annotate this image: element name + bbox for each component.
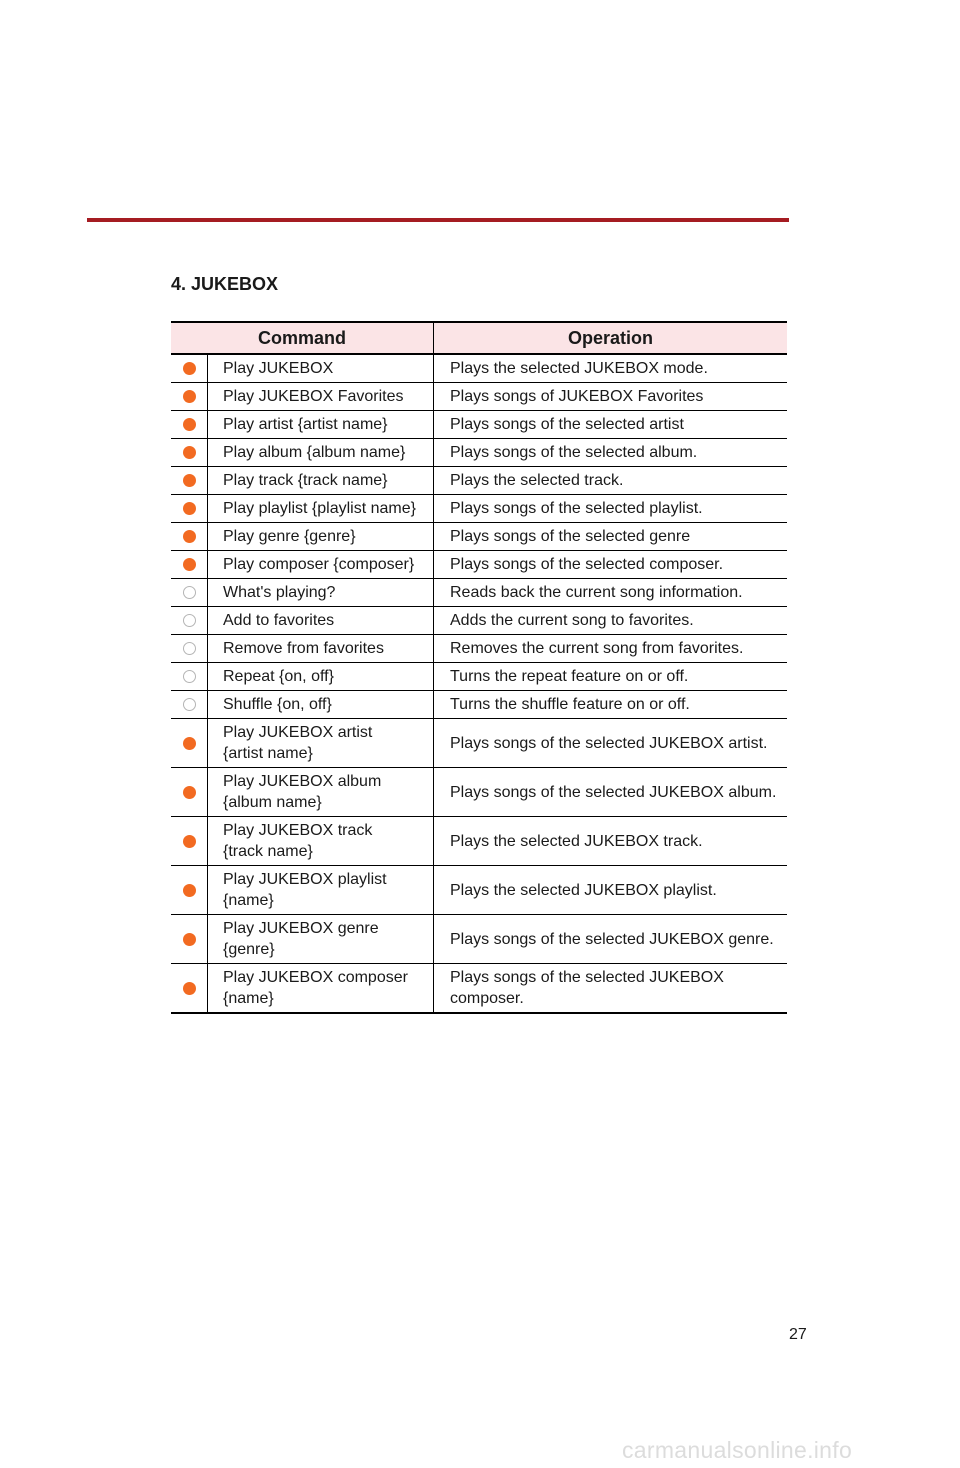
table-row: [171, 551, 787, 579]
indicator-cell: [171, 964, 208, 1014]
command-cell: Play JUKEBOX: [208, 354, 434, 383]
operation-cell: Plays songs of the selected album.: [434, 439, 788, 467]
table-row: [171, 439, 787, 467]
command-cell: What's playing?: [208, 579, 434, 607]
operation-cell: Reads back the current song information.: [434, 579, 788, 607]
table-row: [171, 354, 787, 383]
command-line: Play JUKEBOX track: [223, 822, 373, 839]
operation-cell: Removes the current song from favorites.: [434, 635, 788, 663]
operation-cell: Plays songs of JUKEBOX Favorites: [434, 383, 788, 411]
table-row: [171, 964, 787, 1014]
operation-cell: [434, 964, 788, 1014]
indicator-cell: [171, 439, 208, 467]
table-row: [171, 817, 787, 866]
filled-dot-icon: [183, 362, 196, 375]
indicator-cell: [171, 523, 208, 551]
indicator-cell: [171, 354, 208, 383]
command-cell: [208, 964, 434, 1014]
command-line: {artist name}: [223, 745, 313, 762]
filled-dot-icon: [183, 502, 196, 515]
indicator-cell: [171, 579, 208, 607]
filled-dot-icon: [183, 390, 196, 403]
command-cell: Play artist {artist name}: [208, 411, 434, 439]
filled-dot-icon: [183, 786, 196, 799]
command-cell: [208, 768, 434, 817]
command-cell: Repeat {on, off}: [208, 663, 434, 691]
table-row: [171, 691, 787, 719]
indicator-cell: [171, 495, 208, 523]
filled-dot-icon: [183, 982, 196, 995]
indicator-cell: [171, 635, 208, 663]
operation-cell: Plays the selected JUKEBOX mode.: [434, 354, 788, 383]
indicator-cell: [171, 866, 208, 915]
indicator-cell: [171, 467, 208, 495]
command-line: Play JUKEBOX artist: [223, 724, 373, 741]
filled-dot-icon: [183, 474, 196, 487]
table-row: [171, 383, 787, 411]
indicator-cell: [171, 551, 208, 579]
table-row: [171, 579, 787, 607]
hollow-dot-icon: [183, 586, 196, 599]
indicator-cell: [171, 768, 208, 817]
command-cell: Play genre {genre}: [208, 523, 434, 551]
command-line: {album name}: [223, 794, 322, 811]
indicator-cell: [171, 691, 208, 719]
indicator-cell: [171, 719, 208, 768]
command-cell: Shuffle {on, off}: [208, 691, 434, 719]
hollow-dot-icon: [183, 642, 196, 655]
operation-line: Plays songs of the selected JUKEBOX: [450, 969, 724, 986]
command-cell: Play playlist {playlist name}: [208, 495, 434, 523]
hollow-dot-icon: [183, 698, 196, 711]
command-line: Play JUKEBOX composer: [223, 969, 408, 986]
operation-cell: Plays songs of the selected composer.: [434, 551, 788, 579]
operation-cell: Turns the shuffle feature on or off.: [434, 691, 788, 719]
watermark: carmanualsonline.info: [622, 1437, 853, 1463]
header-rule: [87, 218, 789, 222]
table-row: [171, 607, 787, 635]
command-line: {name}: [223, 892, 274, 909]
command-line: Play JUKEBOX playlist: [223, 871, 387, 888]
command-cell: [208, 817, 434, 866]
table-row: [171, 663, 787, 691]
filled-dot-icon: [183, 530, 196, 543]
command-line: {genre}: [223, 941, 275, 958]
operation-cell: Adds the current song to favorites.: [434, 607, 788, 635]
table-row: [171, 768, 787, 817]
operation-cell: Plays the selected JUKEBOX playlist.: [434, 866, 788, 915]
operation-line: composer.: [450, 990, 524, 1007]
command-cell: Add to favorites: [208, 607, 434, 635]
operation-cell: Plays songs of the selected genre: [434, 523, 788, 551]
operation-cell: Plays the selected JUKEBOX track.: [434, 817, 788, 866]
hollow-dot-icon: [183, 614, 196, 627]
command-column-header: Command: [171, 322, 434, 354]
page-number: 27: [789, 1326, 807, 1343]
indicator-cell: [171, 607, 208, 635]
command-cell: Play album {album name}: [208, 439, 434, 467]
command-cell: [208, 866, 434, 915]
filled-dot-icon: [183, 558, 196, 571]
table-row: [171, 411, 787, 439]
operation-cell: Plays songs of the selected artist: [434, 411, 788, 439]
command-line: {name}: [223, 990, 274, 1007]
operation-cell: Plays songs of the selected JUKEBOX album.: [434, 768, 788, 817]
command-table: [171, 321, 787, 1014]
filled-dot-icon: [183, 446, 196, 459]
table-row: [171, 719, 787, 768]
operation-cell: Plays the selected track.: [434, 467, 788, 495]
indicator-cell: [171, 411, 208, 439]
filled-dot-icon: [183, 835, 196, 848]
command-line: Play JUKEBOX album: [223, 773, 382, 790]
command-cell: Play composer {composer}: [208, 551, 434, 579]
hollow-dot-icon: [183, 670, 196, 683]
table-row: [171, 467, 787, 495]
operation-cell: Plays songs of the selected playlist.: [434, 495, 788, 523]
indicator-cell: [171, 817, 208, 866]
command-line: {track name}: [223, 843, 313, 860]
table-header-row: [171, 322, 787, 354]
operation-cell: Plays songs of the selected JUKEBOX genre.: [434, 915, 788, 964]
indicator-cell: [171, 915, 208, 964]
operation-cell: Turns the repeat feature on or off.: [434, 663, 788, 691]
table-row: [171, 866, 787, 915]
operation-column-header: Operation: [434, 322, 788, 354]
section-title: 4. JUKEBOX: [171, 274, 279, 294]
command-line: Play JUKEBOX genre: [223, 920, 379, 937]
indicator-cell: [171, 383, 208, 411]
table-row: [171, 523, 787, 551]
command-cell: Play JUKEBOX Favorites: [208, 383, 434, 411]
filled-dot-icon: [183, 933, 196, 946]
command-cell: Remove from favorites: [208, 635, 434, 663]
command-cell: [208, 719, 434, 768]
command-cell: Play track {track name}: [208, 467, 434, 495]
table-row: [171, 915, 787, 964]
command-cell: [208, 915, 434, 964]
table-row: [171, 495, 787, 523]
table-row: [171, 635, 787, 663]
filled-dot-icon: [183, 737, 196, 750]
filled-dot-icon: [183, 884, 196, 897]
indicator-cell: [171, 663, 208, 691]
filled-dot-icon: [183, 418, 196, 431]
operation-cell: Plays songs of the selected JUKEBOX artist.: [434, 719, 788, 768]
